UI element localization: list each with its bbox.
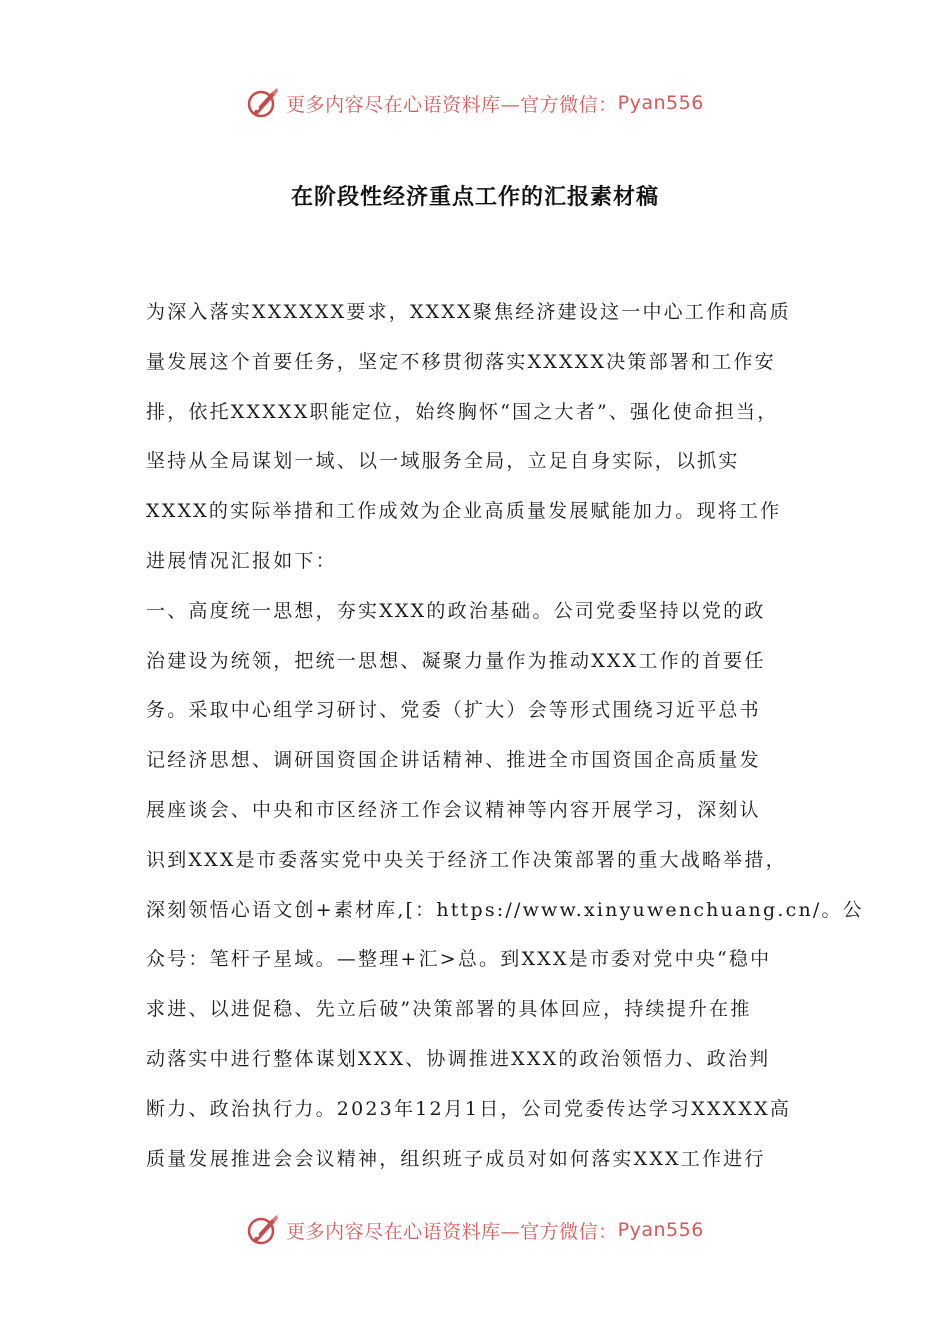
body-line: 展座谈会、中央和市区经济工作会议精神等内容开展学习，深刻认 (146, 798, 761, 821)
body-line: 务。采取中心组学习研讨、党委（扩大）会等形式围绕习近平总书 (146, 699, 761, 722)
header-watermark-banner (0, 83, 950, 123)
body-line: 一、高度统一思想，夯实XXX的政治基础。公司党委坚持以党的政 (146, 599, 766, 622)
body-line: 质量发展推进会会议精神，组织班子成员对如何落实XXX工作进行 (146, 1147, 766, 1170)
body-line: 求进、以进促稳、先立后破”决策部署的具体回应，持续提升在推 (146, 998, 752, 1021)
body-line: 深刻领悟心语文创+素材库,[：https://www.xinyuwenchuang.cn/。公 (146, 898, 864, 921)
document-title: 在阶段性经济重点工作的汇报素材稿 (290, 184, 659, 210)
body-line: 排，依托XXXXX职能定位，始终胸怀“国之大者”、强化使命担当， (146, 400, 779, 423)
body-line: 治建设为统领，把统一思想、凝聚力量作为推动XXX工作的首要任 (146, 649, 766, 672)
body-line: 记经济思想、调研国资国企讲话精神、推进全市国资国企高质量发 (146, 749, 761, 772)
footer-banner-text: 更多内容尽在心语资料库—官方微信： (286, 1220, 618, 1243)
body-line: 识到XXX是市委落实党中央关于经济工作决策部署的重大战略举措， (146, 848, 787, 871)
footer-wechat-id: Pyan556 (617, 1219, 704, 1241)
body-line: 坚持从全局谋划一域、以一域服务全局，立足自身实际，以抓实 (146, 450, 740, 473)
quill-logo-icon (246, 1213, 280, 1247)
body-line: 量发展这个首要任务，坚定不移贯彻落实XXXXX决策部署和工作安 (146, 350, 776, 373)
body-line: 动落实中进行整体谋划XXX、协调推进XXX的政治领悟力、政治判 (146, 1047, 771, 1070)
body-line: 断力、政治执行力。2023年12月1日，公司党委传达学习XXXXX高 (146, 1097, 792, 1120)
document-body (146, 288, 864, 1184)
body-line: 为深入落实XXXXXX要求，XXXX聚焦经济建设这一中心工作和高质 (146, 301, 791, 323)
quill-logo-icon (246, 86, 280, 120)
header-banner-text: 更多内容尽在心语资料库—官方微信： (286, 93, 618, 116)
body-line: XXXX的实际举措和工作成效为企业高质量发展赋能加力。现将工作 (146, 500, 782, 523)
header-wechat-id: Pyan556 (617, 92, 704, 114)
body-line: 众号：笔杆子星域。—整理+汇>总。到XXX是市委对党中央“稳中 (146, 948, 772, 971)
body-line: 进展情况汇报如下： (146, 549, 337, 572)
footer-watermark-banner (0, 1210, 950, 1250)
